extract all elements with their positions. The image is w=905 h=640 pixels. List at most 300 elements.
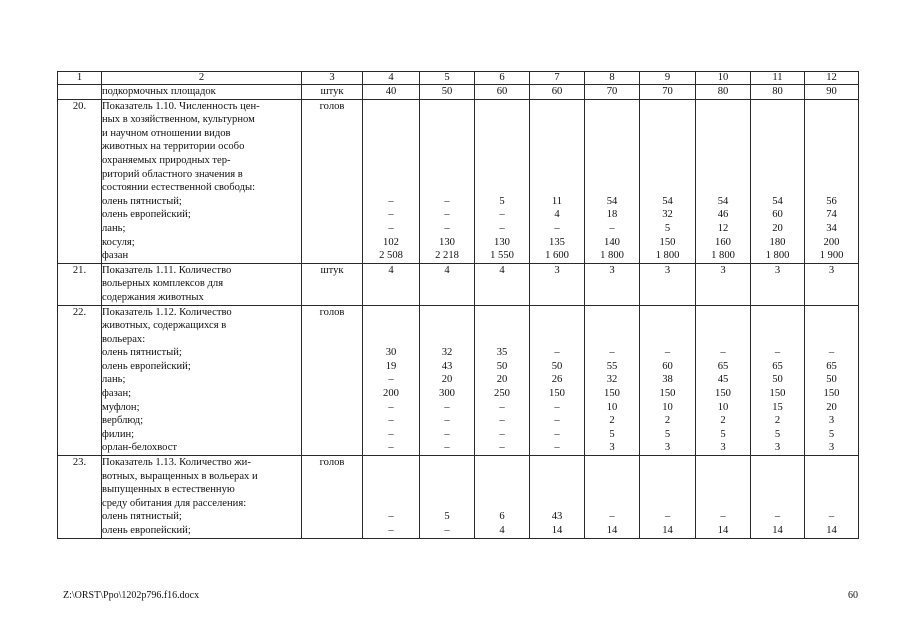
row-number-cell xyxy=(58,85,102,100)
value-line xyxy=(475,470,529,484)
value-line xyxy=(805,483,858,497)
value-line: 4 xyxy=(499,525,505,536)
value-line xyxy=(585,483,639,497)
value-cell xyxy=(363,85,420,100)
value-line: 20 xyxy=(441,374,453,386)
indicator-label-cell xyxy=(102,456,302,539)
value-line xyxy=(751,319,804,333)
value-cell xyxy=(585,305,640,456)
value-line: 56 xyxy=(826,195,837,207)
value-line xyxy=(640,168,695,182)
indicator-label-cell xyxy=(102,263,302,305)
value-line xyxy=(475,168,529,182)
value-line: 19 xyxy=(385,360,397,372)
value-line: 50 xyxy=(441,86,453,97)
value-line xyxy=(475,319,529,333)
value-line: – xyxy=(444,222,450,234)
value-cell xyxy=(420,99,475,263)
label-line: Показатель 1.10. Численность цен- xyxy=(102,100,260,112)
value-line xyxy=(640,113,695,127)
value-line: 14 xyxy=(826,525,837,536)
value-line: 3 xyxy=(774,264,781,276)
value-line: 54 xyxy=(662,195,673,207)
label-line: олень европейский; xyxy=(102,525,191,536)
value-cell xyxy=(696,99,751,263)
value-cell xyxy=(530,456,585,539)
value-line: 1 900 xyxy=(819,250,844,262)
label-line: и научном отношении видов xyxy=(102,127,231,139)
value-line: 6 xyxy=(499,511,505,523)
value-line: 18 xyxy=(606,209,618,221)
value-cell xyxy=(530,263,585,305)
value-line: 3 xyxy=(609,264,615,276)
value-line: 90 xyxy=(826,86,837,97)
value-line xyxy=(640,470,695,484)
value-line xyxy=(696,127,750,141)
value-line xyxy=(420,181,474,195)
value-line xyxy=(585,168,639,182)
label-line: олень европейский; xyxy=(102,209,191,221)
value-line xyxy=(751,497,804,511)
value-line xyxy=(363,456,419,470)
value-cell xyxy=(751,263,805,305)
value-cell xyxy=(805,85,859,100)
value-line xyxy=(363,497,419,511)
value-cell xyxy=(475,99,530,263)
value-line: 2 xyxy=(774,415,781,427)
value-line xyxy=(696,483,750,497)
label-line: фазан xyxy=(102,250,129,262)
value-line: 150 xyxy=(549,388,565,400)
label-line: лань; xyxy=(102,374,126,386)
value-line xyxy=(751,333,804,347)
value-line xyxy=(640,140,695,154)
value-line xyxy=(640,306,695,320)
table-row xyxy=(58,263,859,305)
value-line: 3 xyxy=(609,442,615,454)
value-line: 50 xyxy=(772,374,783,386)
value-line xyxy=(805,333,858,347)
value-line: – xyxy=(499,222,505,234)
value-line: 54 xyxy=(606,195,618,207)
value-line: 43 xyxy=(551,511,563,523)
value-cell xyxy=(640,85,696,100)
value-line: 35 xyxy=(496,347,508,359)
value-line: 50 xyxy=(551,360,563,372)
value-line xyxy=(751,140,804,154)
label-line: косуля; xyxy=(102,236,135,248)
value-line: 150 xyxy=(659,236,676,248)
value-line: – xyxy=(664,511,671,523)
value-cell xyxy=(640,263,696,305)
value-line: 45 xyxy=(717,374,729,386)
value-line: 5 xyxy=(664,222,671,234)
value-line: 1 550 xyxy=(490,250,514,262)
value-line: 4 xyxy=(499,264,505,276)
unit-cell: голов xyxy=(302,305,363,456)
value-line xyxy=(363,140,419,154)
value-line: – xyxy=(444,401,450,413)
value-cell xyxy=(363,263,420,305)
value-line xyxy=(420,497,474,511)
value-line: – xyxy=(554,428,560,440)
value-cell xyxy=(475,456,530,539)
value-line xyxy=(475,483,529,497)
value-line: – xyxy=(499,209,505,221)
value-line: 150 xyxy=(715,388,731,400)
value-cell xyxy=(475,263,530,305)
value-line: 5 xyxy=(609,428,615,440)
value-line xyxy=(475,100,529,114)
column-number-cell: 3 xyxy=(302,72,363,85)
value-line: 60 xyxy=(772,209,783,221)
value-line xyxy=(805,140,858,154)
value-line xyxy=(751,456,804,470)
value-line xyxy=(475,333,529,347)
value-line: 20 xyxy=(496,374,508,386)
value-line: 65 xyxy=(826,360,837,372)
value-line: 50 xyxy=(496,360,508,372)
value-line xyxy=(420,333,474,347)
value-cell xyxy=(696,456,751,539)
value-line xyxy=(585,470,639,484)
value-line: 55 xyxy=(606,360,618,372)
value-line: 3 xyxy=(828,264,835,276)
value-line: 32 xyxy=(441,347,453,359)
value-line: 20 xyxy=(826,401,837,413)
value-line: 80 xyxy=(717,86,729,97)
label-line: подкормочных площадок xyxy=(102,86,216,97)
value-line: 5 xyxy=(444,511,450,523)
row-number-cell: 22. xyxy=(58,305,102,456)
value-line xyxy=(805,113,858,127)
value-line xyxy=(475,127,529,141)
label-line: животных, содержащихся в xyxy=(102,320,227,332)
value-line xyxy=(363,127,419,141)
value-line xyxy=(475,456,529,470)
value-line xyxy=(585,100,639,114)
value-line xyxy=(530,333,584,347)
value-line: 43 xyxy=(441,360,453,372)
value-line: 14 xyxy=(717,525,729,536)
value-line: 140 xyxy=(604,236,620,248)
value-cell xyxy=(475,305,530,456)
value-line xyxy=(363,181,419,195)
value-line xyxy=(530,113,584,127)
value-line: – xyxy=(609,347,615,359)
value-cell xyxy=(585,99,640,263)
value-line xyxy=(696,140,750,154)
value-line xyxy=(363,154,419,168)
value-cell xyxy=(696,305,751,456)
indicator-label-cell xyxy=(102,305,302,456)
value-cell xyxy=(751,99,805,263)
value-line: – xyxy=(774,347,781,359)
value-line: – xyxy=(664,347,671,359)
row-number-cell: 23. xyxy=(58,456,102,539)
value-line: – xyxy=(499,442,505,454)
value-line: 300 xyxy=(439,388,455,400)
column-number-cell: 1 xyxy=(58,72,102,85)
label-line: содержания животных xyxy=(102,291,204,303)
value-line: – xyxy=(554,222,560,234)
value-line: 14 xyxy=(772,525,783,536)
value-line: 14 xyxy=(662,525,673,536)
value-line xyxy=(805,456,858,470)
unit-cell: штук xyxy=(302,85,363,100)
value-line xyxy=(530,483,584,497)
value-line xyxy=(696,181,750,195)
value-cell xyxy=(530,305,585,456)
value-line: 54 xyxy=(772,195,783,207)
value-line: – xyxy=(388,374,394,386)
value-line xyxy=(363,333,419,347)
value-line xyxy=(805,127,858,141)
value-line: 30 xyxy=(385,347,397,359)
value-line: 5 xyxy=(774,428,781,440)
value-line xyxy=(420,113,474,127)
value-line xyxy=(805,181,858,195)
value-line: 5 xyxy=(720,428,726,440)
value-line xyxy=(475,306,529,320)
column-number-cell: 5 xyxy=(420,72,475,85)
value-line: 26 xyxy=(551,374,563,386)
table-row xyxy=(58,305,859,456)
label-line: верблюд; xyxy=(102,415,144,427)
value-line xyxy=(585,497,639,511)
value-line xyxy=(363,319,419,333)
label-line: олень пятнистый; xyxy=(102,195,182,207)
label-line: муфлон; xyxy=(102,401,140,413)
value-line xyxy=(696,470,750,484)
value-line: 1 800 xyxy=(765,250,790,262)
value-line: – xyxy=(444,209,450,221)
value-line: – xyxy=(828,347,835,359)
value-line xyxy=(640,497,695,511)
label-line: вотных, выращенных в вольерах и xyxy=(102,470,258,482)
value-line: 3 xyxy=(720,442,726,454)
value-line xyxy=(530,100,584,114)
column-number-cell: 4 xyxy=(363,72,420,85)
value-line: – xyxy=(444,525,450,536)
label-line: филин; xyxy=(102,428,135,440)
value-line xyxy=(363,168,419,182)
column-number-cell: 6 xyxy=(475,72,530,85)
row-number-cell: 20. xyxy=(58,99,102,263)
value-line xyxy=(420,306,474,320)
value-line xyxy=(751,127,804,141)
value-line xyxy=(363,483,419,497)
value-line xyxy=(696,168,750,182)
value-line xyxy=(475,497,529,511)
value-line xyxy=(640,154,695,168)
value-line xyxy=(696,306,750,320)
value-cell xyxy=(420,85,475,100)
value-line: 5 xyxy=(499,195,505,207)
value-line xyxy=(640,483,695,497)
value-line: 14 xyxy=(606,525,618,536)
value-line: – xyxy=(774,511,781,523)
value-line xyxy=(696,456,750,470)
value-line: 54 xyxy=(717,195,729,207)
value-line: 1 800 xyxy=(655,250,680,262)
value-line xyxy=(530,127,584,141)
value-line xyxy=(475,181,529,195)
label-line: животных на территории особо xyxy=(102,141,245,153)
value-line: 3 xyxy=(720,264,726,276)
table-row xyxy=(58,85,859,100)
value-line xyxy=(363,470,419,484)
value-line: 60 xyxy=(496,86,508,97)
value-line: 60 xyxy=(662,360,673,372)
value-line xyxy=(805,154,858,168)
value-line xyxy=(420,168,474,182)
indicator-label-cell xyxy=(102,85,302,100)
value-line xyxy=(585,306,639,320)
value-line: 5 xyxy=(664,428,671,440)
value-line: – xyxy=(388,209,394,221)
value-line xyxy=(420,483,474,497)
value-line xyxy=(751,306,804,320)
value-cell xyxy=(530,85,585,100)
row-number-cell: 21. xyxy=(58,263,102,305)
value-line xyxy=(420,100,474,114)
value-line xyxy=(475,140,529,154)
value-line: 32 xyxy=(606,374,618,386)
label-line: охраняемых природных тер- xyxy=(102,154,231,166)
label-line: ных в хозяйственном, культурном xyxy=(102,114,255,126)
value-line xyxy=(585,333,639,347)
value-line: – xyxy=(388,195,394,207)
value-line xyxy=(420,154,474,168)
value-line xyxy=(751,168,804,182)
value-cell xyxy=(585,85,640,100)
value-line: 10 xyxy=(662,401,673,413)
value-line xyxy=(420,319,474,333)
value-line: 4 xyxy=(444,264,450,276)
value-line: 38 xyxy=(662,374,673,386)
value-line: 3 xyxy=(664,264,671,276)
value-line xyxy=(805,470,858,484)
column-number-cell: 11 xyxy=(751,72,805,85)
value-line: 1 600 xyxy=(545,250,569,262)
value-line xyxy=(530,497,584,511)
value-line: – xyxy=(554,442,560,454)
value-cell xyxy=(805,263,859,305)
value-line: 2 xyxy=(664,415,671,427)
value-cell xyxy=(805,99,859,263)
value-line: 14 xyxy=(551,525,563,536)
value-line: 150 xyxy=(769,388,786,400)
value-line: 5 xyxy=(828,428,835,440)
label-line: вольерах: xyxy=(102,333,146,345)
value-line xyxy=(530,456,584,470)
value-line: 11 xyxy=(551,195,563,207)
value-line: – xyxy=(499,401,505,413)
value-line xyxy=(696,100,750,114)
value-line: 135 xyxy=(549,236,565,248)
value-line xyxy=(751,470,804,484)
value-line xyxy=(420,470,474,484)
value-line: 150 xyxy=(823,388,840,400)
value-line: 50 xyxy=(826,374,837,386)
value-line xyxy=(585,140,639,154)
value-line: 130 xyxy=(439,236,455,248)
value-line: 3 xyxy=(828,442,835,454)
value-cell xyxy=(363,305,420,456)
value-line: 180 xyxy=(769,236,786,248)
value-line xyxy=(475,154,529,168)
value-line xyxy=(640,456,695,470)
value-line: – xyxy=(388,442,394,454)
value-line: 2 xyxy=(609,415,615,427)
value-line: 60 xyxy=(551,86,563,97)
value-line: – xyxy=(388,401,394,413)
indicator-label-cell xyxy=(102,99,302,263)
label-line: выпущенных в естественную xyxy=(102,484,235,496)
value-line xyxy=(696,113,750,127)
label-line: Показатель 1.13. Количество жи- xyxy=(102,457,251,469)
value-line: 12 xyxy=(717,222,729,234)
value-line xyxy=(640,319,695,333)
value-line: – xyxy=(720,347,726,359)
value-line xyxy=(696,333,750,347)
label-line: Показатель 1.11. Количество xyxy=(102,264,232,276)
value-line: 3 xyxy=(774,442,781,454)
value-cell xyxy=(640,99,696,263)
label-line: фазан; xyxy=(102,388,132,400)
value-line xyxy=(420,127,474,141)
value-line: 15 xyxy=(772,401,783,413)
value-line xyxy=(363,100,419,114)
value-line: 4 xyxy=(388,264,394,276)
value-cell xyxy=(420,263,475,305)
value-line: 3 xyxy=(828,415,835,427)
value-cell xyxy=(640,456,696,539)
value-cell xyxy=(420,305,475,456)
value-line: 1 800 xyxy=(600,250,624,262)
value-line xyxy=(805,306,858,320)
page-number: 60 xyxy=(848,590,858,601)
value-line: – xyxy=(444,415,450,427)
value-line: 1 800 xyxy=(711,250,735,262)
value-line xyxy=(805,497,858,511)
value-line: – xyxy=(388,511,394,523)
value-line: – xyxy=(554,415,560,427)
data-table xyxy=(57,71,859,539)
value-cell xyxy=(805,456,859,539)
value-line: 20 xyxy=(772,222,783,234)
value-line: 3 xyxy=(554,264,560,276)
value-line xyxy=(751,100,804,114)
value-cell xyxy=(363,456,420,539)
value-line: – xyxy=(554,347,560,359)
value-line: 65 xyxy=(772,360,783,372)
value-cell xyxy=(420,456,475,539)
value-line: 150 xyxy=(659,388,676,400)
value-line: – xyxy=(499,415,505,427)
value-line: 46 xyxy=(717,209,729,221)
value-line: – xyxy=(388,415,394,427)
value-line: – xyxy=(609,511,615,523)
value-line xyxy=(420,140,474,154)
label-line: среду обитания для расселения: xyxy=(102,497,247,509)
value-line xyxy=(530,319,584,333)
value-line xyxy=(585,127,639,141)
column-number-cell: 10 xyxy=(696,72,751,85)
value-line: – xyxy=(828,511,835,523)
value-cell xyxy=(696,85,751,100)
